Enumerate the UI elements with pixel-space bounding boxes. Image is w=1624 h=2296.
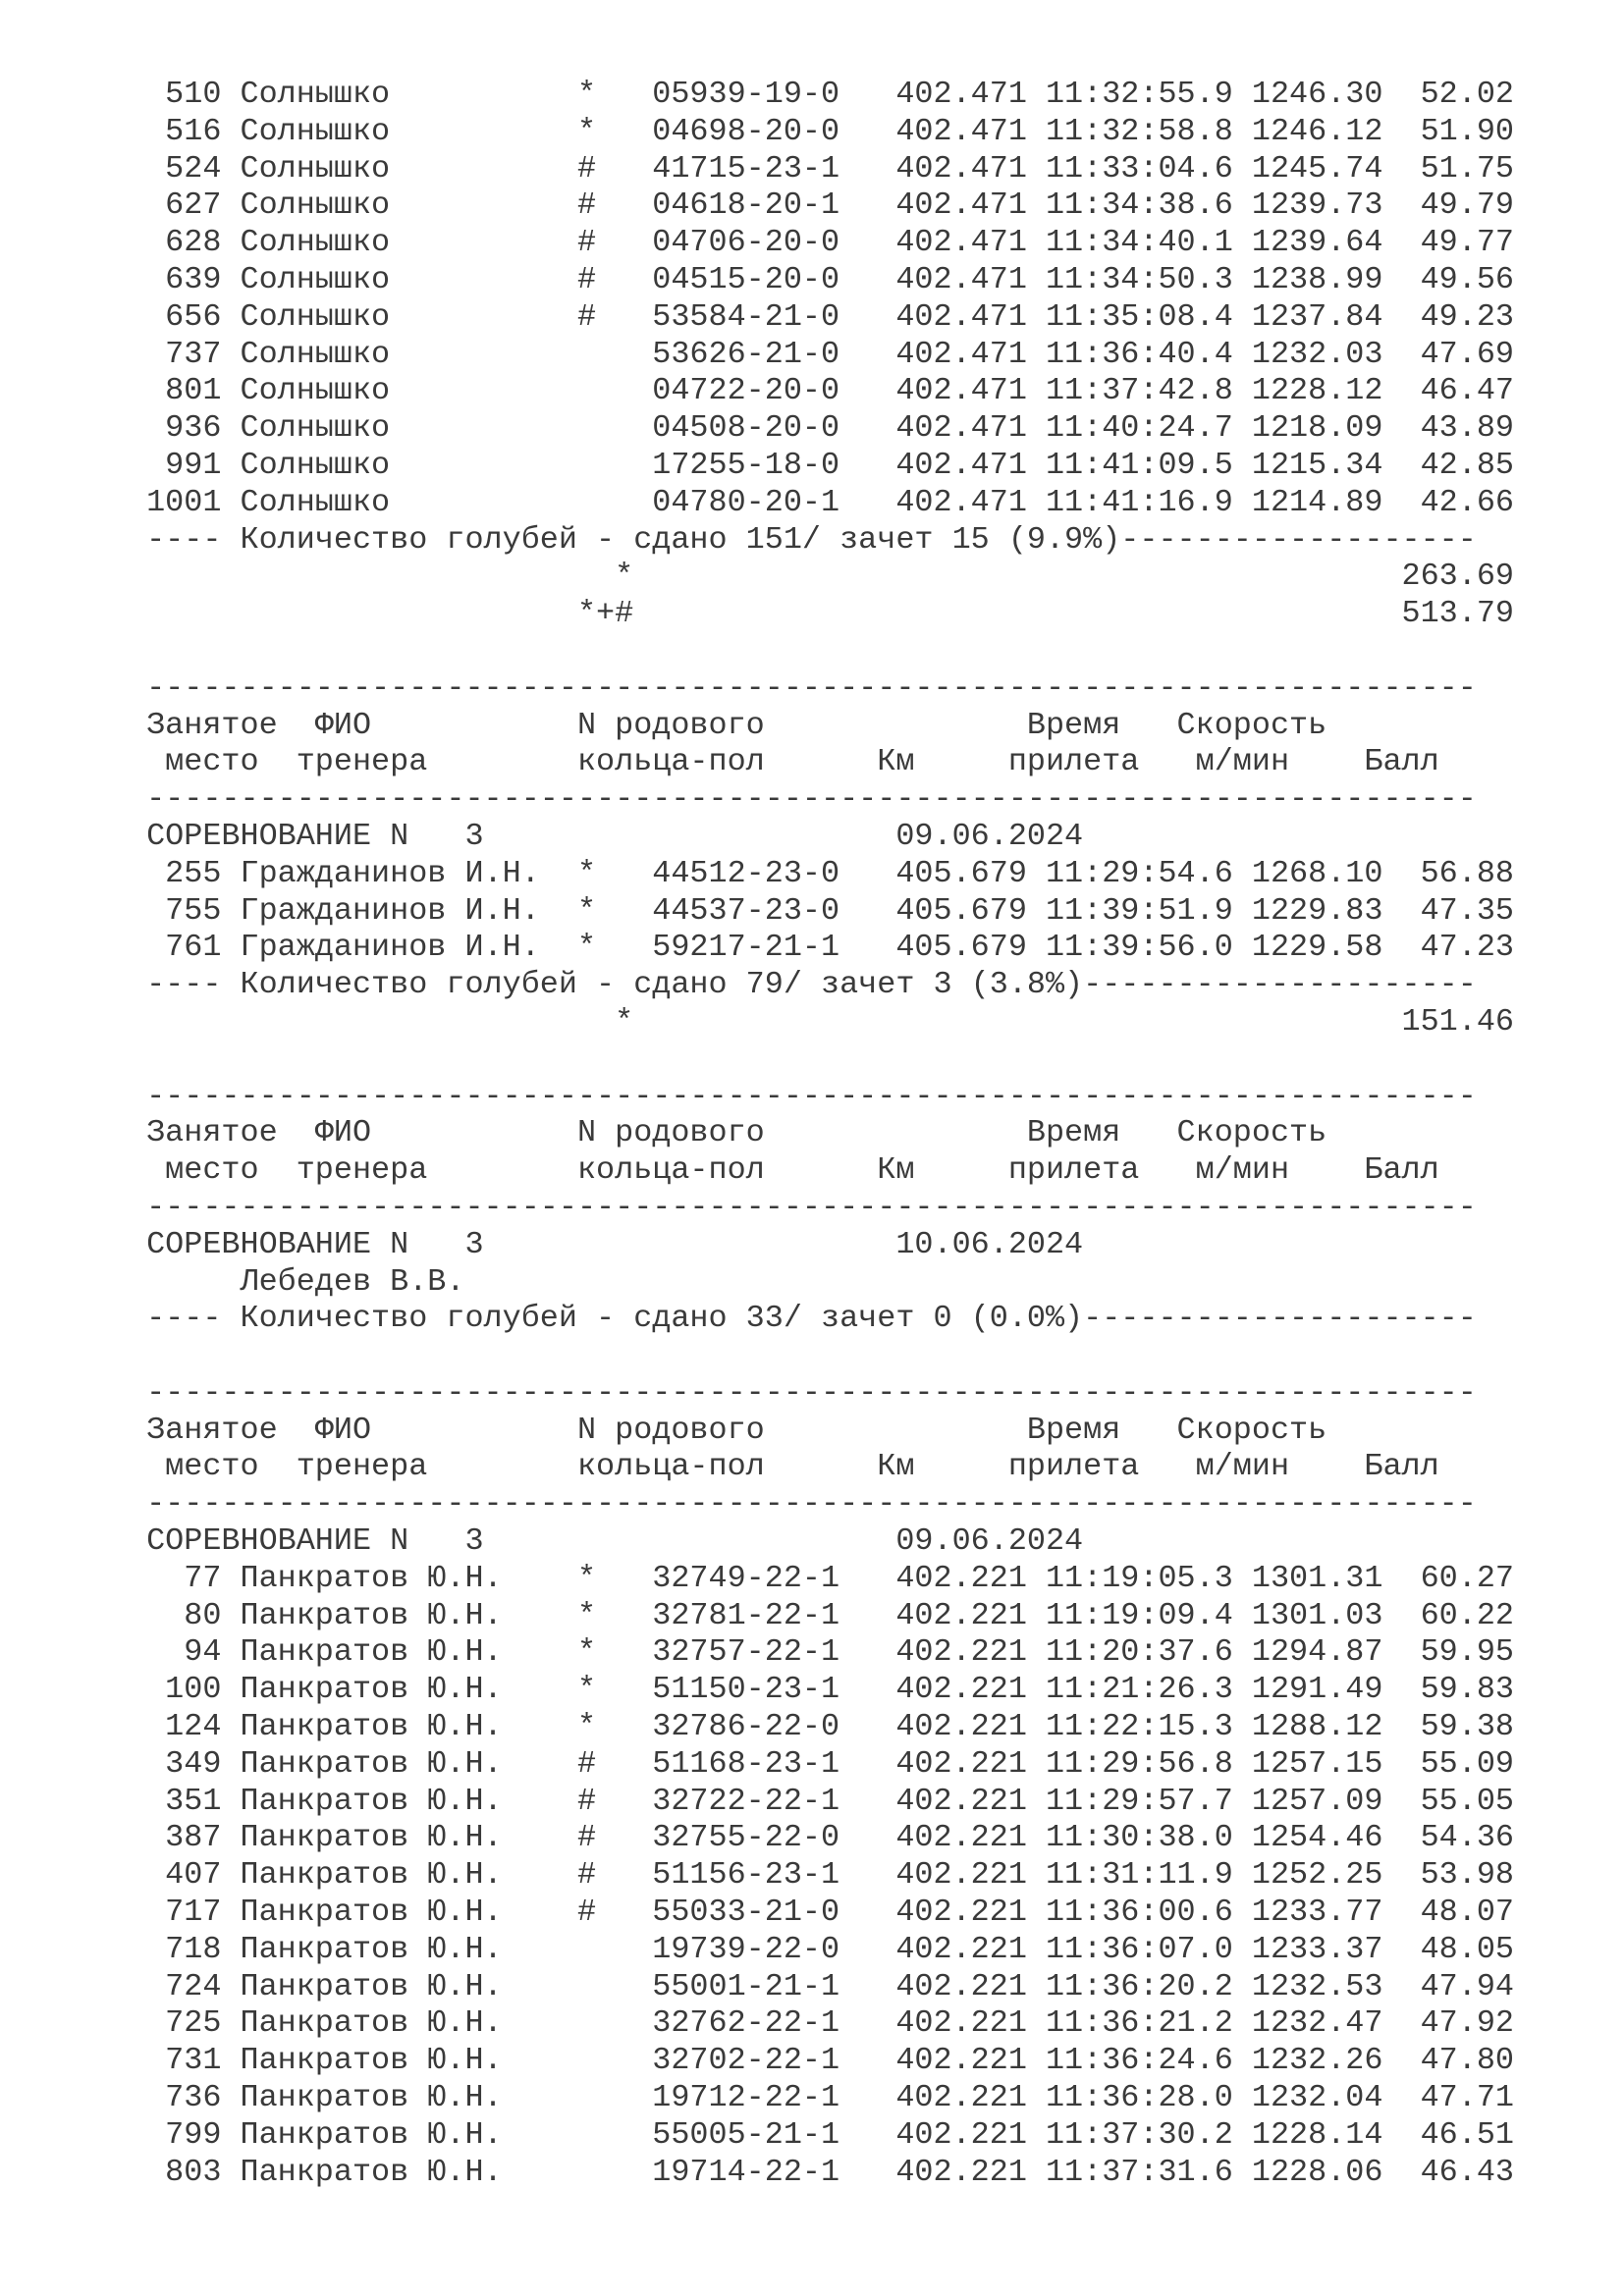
column-header: место тренера кольца-пол Км прилета м/мин Балл (128, 1449, 1439, 1485)
result-row: 124 Панкратов Ю.Н. * 32786-22-0 402.221 11:22:15.3 1288.12 59.38 (128, 1709, 1515, 1745)
results-printout (128, 77, 1600, 2191)
result-row: 387 Панкратов Ю.Н. # 32755-22-0 402.221 11:30:38.0 1254.46 54.36 (128, 1820, 1515, 1856)
column-header: место тренера кольца-пол Км прилета м/мин Балл (128, 1152, 1439, 1189)
result-row: 799 Панкратов Ю.Н. 55005-21-1 402.221 11:37:30.2 1228.14 46.51 (128, 2116, 1515, 2153)
result-row: 255 Гражданинов И.Н. * 44512-23-0 405.679 11:29:54.6 1268.10 56.88 (128, 855, 1515, 891)
fancier-name-line: Лебедев В.В. (128, 1263, 465, 1300)
result-row: 100 Панкратов Ю.Н. * 51150-23-1 402.221 11:21:26.3 1291.49 59.83 (128, 1672, 1515, 1708)
result-row: 717 Панкратов Ю.Н. # 55033-21-0 402.221 11:36:00.6 1233.77 48.07 (128, 1895, 1515, 1931)
result-row: 628 Солнышко # 04706-20-0 402.471 11:34:40.1 1239.64 49.77 (128, 225, 1515, 261)
result-row: 524 Солнышко # 41715-23-1 402.471 11:33:04.6 1245.74 51.75 (128, 150, 1515, 187)
result-row: 510 Солнышко * 05939-19-0 402.471 11:32:55.9 1246.30 52.02 (128, 77, 1515, 112)
separator-line: ----------------------------------------------------------------------- (128, 1486, 1477, 1522)
result-row: 351 Панкратов Ю.Н. # 32722-22-1 402.221 11:29:57.7 1257.09 55.05 (128, 1783, 1515, 1819)
blank-line (128, 1338, 1600, 1375)
result-row: 407 Панкратов Ю.Н. # 51156-23-1 402.221 11:31:11.9 1252.25 53.98 (128, 1857, 1515, 1894)
competition-header: СОРЕВНОВАНИЕ N 3 10.06.2024 (128, 1226, 1084, 1262)
result-row: 724 Панкратов Ю.Н. 55001-21-1 402.221 11:36:20.2 1232.53 47.94 (128, 1968, 1515, 2004)
separator-line: ----------------------------------------------------------------------- (128, 1374, 1477, 1411)
blank-line (128, 633, 1600, 670)
result-row: 736 Панкратов Ю.Н. 19712-22-1 402.221 11:36:28.0 1232.04 47.71 (128, 2080, 1515, 2116)
result-row: 731 Панкратов Ю.Н. 32702-22-1 402.221 11:36:24.6 1232.26 47.80 (128, 2043, 1515, 2079)
result-row: 761 Гражданинов И.Н. * 59217-21-1 405.679 11:39:56.0 1229.58 47.23 (128, 930, 1515, 966)
result-row: 639 Солнышко # 04515-20-0 402.471 11:34:50.3 1238.99 49.56 (128, 261, 1515, 297)
total-line: * 151.46 (128, 1003, 1515, 1040)
competition-header: СОРЕВНОВАНИЕ N 3 09.06.2024 (128, 1523, 1084, 1560)
summary-line: ---- Количество голубей - сдано 33/ зачет 0 (0.0%)--------------------- (128, 1301, 1477, 1337)
result-row: 936 Солнышко 04508-20-0 402.471 11:40:24.7 1218.09 43.89 (128, 410, 1515, 447)
summary-line: ---- Количество голубей - сдано 151/ зачет 15 (9.9%)------------------- (128, 521, 1477, 558)
column-header: место тренера кольца-пол Км прилета м/мин Балл (128, 744, 1439, 780)
competition-header: СОРЕВНОВАНИЕ N 3 09.06.2024 (128, 818, 1084, 854)
result-row: 627 Солнышко # 04618-20-1 402.471 11:34:38.6 1239.73 49.79 (128, 187, 1515, 224)
result-row: 516 Солнышко * 04698-20-0 402.471 11:32:58.8 1246.12 51.90 (128, 113, 1515, 149)
separator-line: ----------------------------------------------------------------------- (128, 1078, 1477, 1114)
result-row: 718 Панкратов Ю.Н. 19739-22-0 402.221 11:36:07.0 1233.37 48.05 (128, 1931, 1515, 1967)
result-row: 737 Солнышко 53626-21-0 402.471 11:36:40.4 1232.03 47.69 (128, 336, 1515, 372)
result-row: 755 Гражданинов И.Н. * 44537-23-0 405.679 11:39:51.9 1229.83 47.35 (128, 892, 1515, 929)
result-row: 77 Панкратов Ю.Н. * 32749-22-1 402.221 11:19:05.3 1301.31 60.27 (128, 1560, 1515, 1596)
result-row: 801 Солнышко 04722-20-0 402.471 11:37:42.8 1228.12 46.47 (128, 373, 1515, 409)
result-row: 803 Панкратов Ю.Н. 19714-22-1 402.221 11:37:31.6 1228.06 46.43 (128, 2154, 1515, 2190)
result-row: 349 Панкратов Ю.Н. # 51168-23-1 402.221 11:29:56.8 1257.15 55.09 (128, 1745, 1515, 1782)
result-row: 656 Солнышко # 53584-21-0 402.471 11:35:08.4 1237.84 49.23 (128, 298, 1515, 335)
column-header: Занятое ФИО N родового Время Скорость (128, 1115, 1327, 1151)
total-line: * 263.69 (128, 559, 1515, 595)
result-row: 725 Панкратов Ю.Н. 32762-22-1 402.221 11:36:21.2 1232.47 47.92 (128, 2005, 1515, 2042)
column-header: Занятое ФИО N родового Время Скорость (128, 707, 1327, 743)
result-row: 94 Панкратов Ю.Н. * 32757-22-1 402.221 11:20:37.6 1294.87 59.95 (128, 1634, 1515, 1671)
separator-line: ----------------------------------------------------------------------- (128, 781, 1477, 818)
result-row: 1001 Солнышко 04780-20-1 402.471 11:41:16.9 1214.89 42.66 (128, 484, 1515, 520)
column-header: Занятое ФИО N родового Время Скорость (128, 1412, 1327, 1448)
separator-line: ----------------------------------------------------------------------- (128, 1189, 1477, 1225)
result-row: 991 Солнышко 17255-18-0 402.471 11:41:09.5 1215.34 42.85 (128, 447, 1515, 483)
total-line: *+# 513.79 (128, 596, 1515, 632)
blank-line (128, 1041, 1600, 1079)
result-row: 80 Панкратов Ю.Н. * 32781-22-1 402.221 11:19:09.4 1301.03 60.22 (128, 1597, 1515, 1633)
separator-line: ----------------------------------------------------------------------- (128, 669, 1477, 706)
summary-line: ---- Количество голубей - сдано 79/ зачет 3 (3.8%)--------------------- (128, 967, 1477, 1003)
